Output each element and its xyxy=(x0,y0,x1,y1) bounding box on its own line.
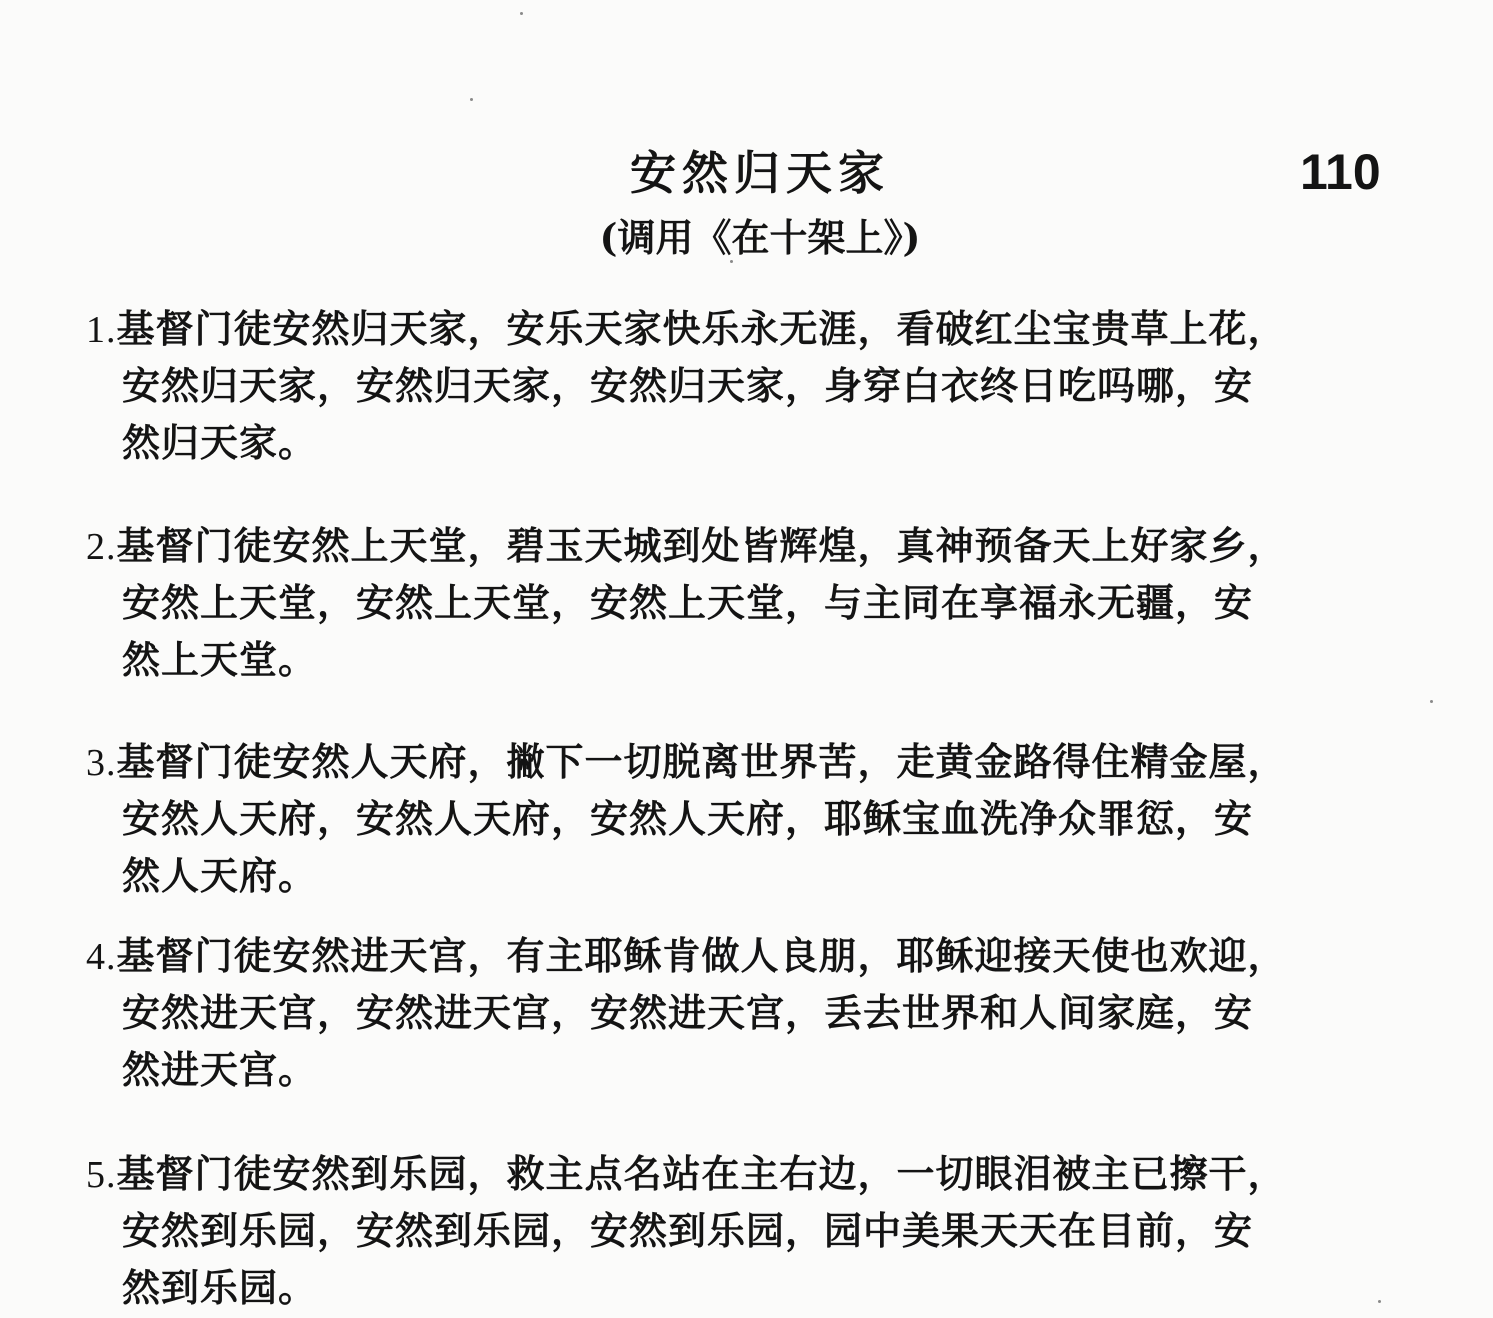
scan-speck xyxy=(1430,700,1433,703)
scan-speck xyxy=(1378,1300,1381,1303)
verse-1 xyxy=(86,300,1416,471)
verse-number: 4. xyxy=(86,936,117,978)
hymn-title: 安然归天家 xyxy=(630,146,890,200)
verse-line xyxy=(86,1145,1416,1202)
verse-number: 3. xyxy=(86,742,117,784)
verse-line: 然到乐园。 xyxy=(122,1265,318,1310)
verse-line: 然归天家。 xyxy=(122,420,318,465)
verse-4 xyxy=(86,927,1416,1098)
verse-5 xyxy=(86,1145,1416,1316)
verse-line: 安然归天家，安然归天家，安然归天家，身穿白衣终日吃吗哪，安 xyxy=(122,363,1254,408)
verse-number: 2. xyxy=(86,526,117,568)
verse-line-text: 基督门徒安然人天府，撇下一切脱离世界苦，走黄金路得住精金屋， xyxy=(116,739,1287,784)
scan-speck xyxy=(730,260,733,263)
verse-line: 安然进天宫，安然进天宫，安然进天宫，丢去世界和人间家庭，安 xyxy=(122,990,1254,1035)
verse-line: 然进天宫。 xyxy=(122,1047,318,1092)
verse-3 xyxy=(86,733,1416,904)
verse-line xyxy=(86,517,1416,574)
tune-note: (调用《在十架上》) xyxy=(599,215,921,260)
verse-line xyxy=(86,300,1416,357)
verse-line: 然人天府。 xyxy=(122,853,318,898)
verse-line-text: 基督门徒安然到乐园，救主点名站在主右边，一切眼泪被主已擦干， xyxy=(116,1151,1287,1196)
verse-number: 5. xyxy=(86,1154,117,1196)
verse-line: 安然上天堂，安然上天堂，安然上天堂，与主同在享福永无疆，安 xyxy=(122,580,1254,625)
verse-line xyxy=(86,733,1416,790)
verse-number: 1. xyxy=(86,309,117,351)
verse-2 xyxy=(86,517,1416,688)
verse-line-text: 基督门徒安然上天堂，碧玉天城到处皆辉煌，真神预备天上好家乡， xyxy=(116,523,1287,568)
hymn-number: 110 xyxy=(1300,144,1381,200)
verse-line-text: 基督门徒安然进天宫，有主耶稣肯做人良朋，耶稣迎接天使也欢迎， xyxy=(116,933,1287,978)
verse-line xyxy=(86,927,1416,984)
scan-speck xyxy=(470,98,473,101)
verse-line-text: 基督门徒安然归天家，安乐天家快乐永无涯，看破红尘宝贵草上花， xyxy=(116,306,1287,351)
verse-line: 安然人天府，安然人天府，安然人天府，耶稣宝血洗净众罪愆，安 xyxy=(122,796,1254,841)
verse-line: 然上天堂。 xyxy=(122,637,318,682)
scan-speck xyxy=(520,12,523,15)
verse-line: 安然到乐园，安然到乐园，安然到乐园，园中美果天天在目前，安 xyxy=(122,1208,1254,1253)
